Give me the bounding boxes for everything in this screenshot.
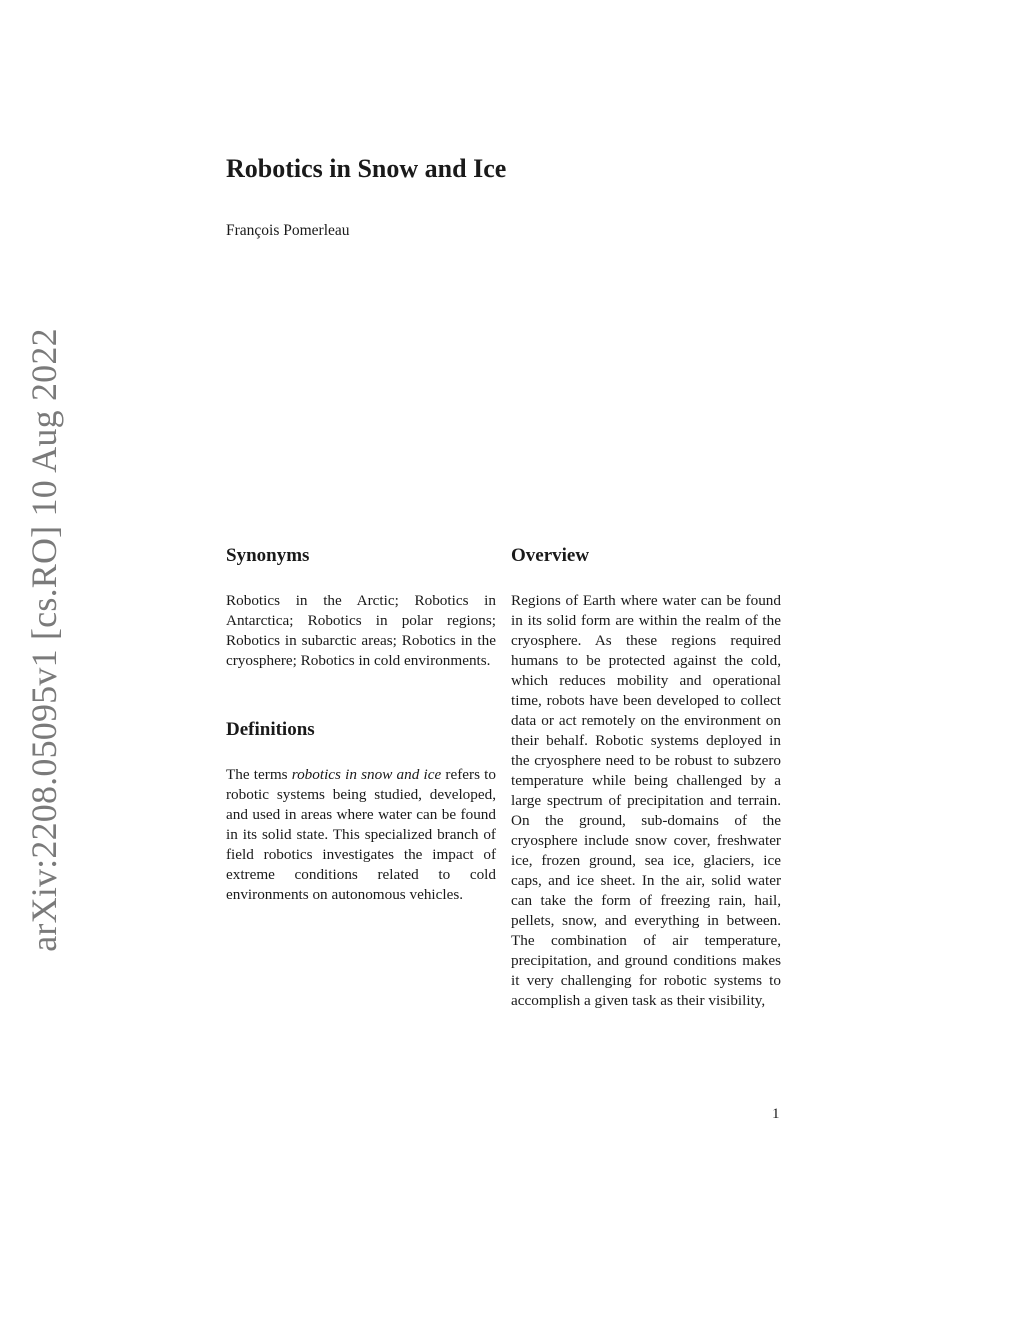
right-column [511, 543, 781, 1011]
definitions-body-prefix: The terms [226, 766, 292, 783]
left-column [226, 543, 496, 905]
definitions-body-suffix: refers to robotic systems being studied, developed, and used in areas where water can be found in its solid state. This specialized branch of field robotics investigates the impact of extreme conditions related to cold environments on autonomous vehicles. [226, 766, 496, 903]
page-title: Robotics in Snow and Ice [226, 154, 507, 183]
synonyms-body: Robotics in the Arctic; Robotics in Antarctica; Robotics in polar regions; Robotics in subarctic areas; Robotics in the cryosphere; Robotics in cold environments. [226, 592, 496, 669]
arxiv-identifier-stamp: arXiv:2208.05095v1 [cs.RO] 10 Aug 2022 [24, 328, 64, 952]
overview-heading: Overview [511, 545, 590, 566]
synonyms-heading: Synonyms [226, 545, 310, 566]
definitions-heading: Definitions [226, 719, 315, 740]
definitions-term-emphasis: robotics in snow and ice [291, 766, 442, 783]
overview-body: Regions of Earth where water can be found in its solid form are within the realm of the cryosphere. As these regions required humans to be protected against the cold, which reduces mobility and operational time, robots have been developed to collect data or act remotely on the environment on their behalf. Robotic systems deployed in the cryosphere need to be robust to subzero temperature while being challenged by a large spectrum of precipitation and terrain. On the ground, sub-domains of the cryosphere include snow cover, freshwater ice, frozen ground, sea ice, glaciers, ice caps, and ice sheet. In the air, solid water can take the form of freezing rain, hail, pellets, snow, and everything in between. The combination of air temperature, precipitation, and ground conditions makes it very challenging for robotic systems to accomplish a given task as their visibility, [511, 592, 781, 1009]
author-name: François Pomerleau [226, 222, 350, 239]
page-number: 1 [772, 1106, 780, 1122]
definitions-body [226, 765, 496, 905]
